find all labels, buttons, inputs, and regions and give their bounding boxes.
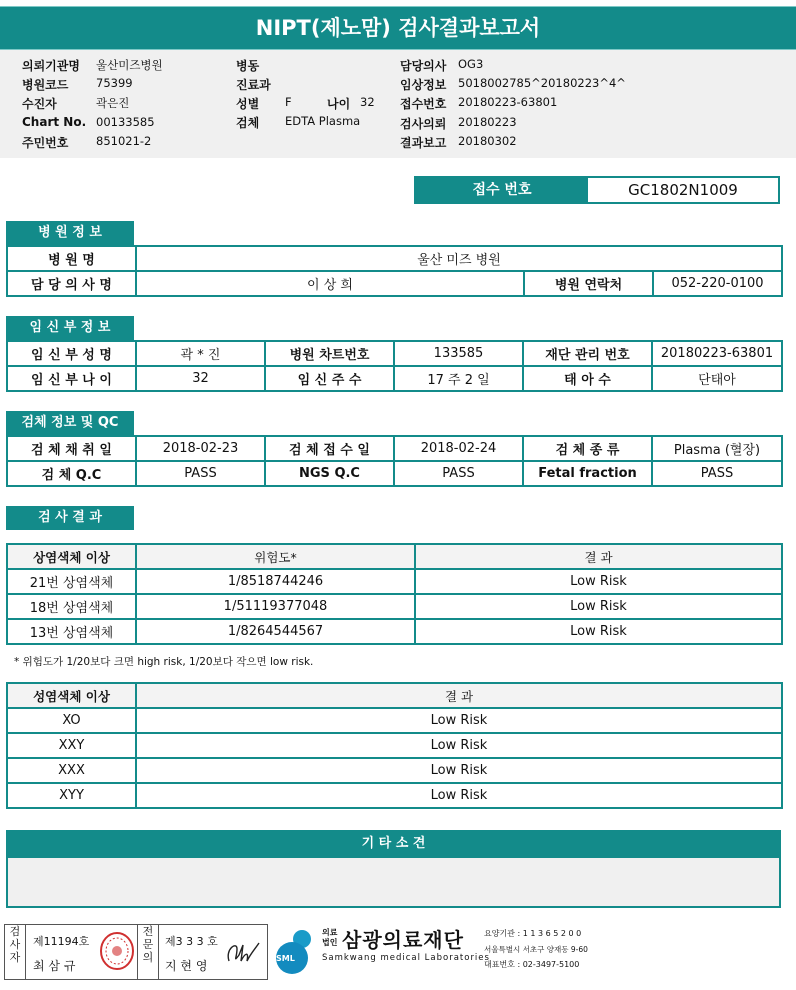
result-value: Low Risk: [136, 708, 782, 733]
signature-icon: [223, 935, 263, 969]
report-value: 20180302: [458, 134, 517, 148]
report-label: 결과보고: [400, 136, 447, 150]
result-value: Low Risk: [136, 758, 782, 783]
section-results: 검 사 결 과: [6, 506, 134, 530]
specimen-type-label: 검 체 종 류: [523, 436, 652, 461]
table-row: [7, 569, 782, 594]
specimen-type-value: Plasma (혈장): [652, 436, 782, 461]
risk-header: 위험도*: [136, 544, 415, 569]
risk-value: 1/8518744246: [136, 569, 415, 594]
doctor-name-label: 담 당 의 사 명: [7, 271, 136, 296]
org-prefix-line2: 법인: [322, 938, 338, 947]
hospital-chart-label: 병원 차트번호: [265, 341, 394, 366]
dept-label: 진료과: [236, 78, 271, 92]
autosome-results-table: [6, 543, 783, 645]
receipt-value: 20180223-63801: [458, 95, 558, 109]
specimen-qc-label: 검 체 Q.C: [7, 461, 136, 486]
table-row: [7, 708, 782, 733]
receipt-label: 접수번호: [400, 97, 447, 111]
result-value: Low Risk: [415, 619, 782, 644]
doctor-name-value: 이 상 희: [136, 271, 524, 296]
chromosome-name: 21번 상염색체: [7, 569, 136, 594]
institution-label: 의뢰기관명: [22, 59, 80, 73]
risk-value: 1/8264544567: [136, 619, 415, 644]
org-english: Samkwang medical Laboratories: [322, 953, 490, 963]
specialist-name: 지 현 영: [165, 959, 208, 973]
sex-result-header: 결 과: [136, 683, 782, 708]
result-header: 결 과: [415, 544, 782, 569]
risk-value: 1/51119377048: [136, 594, 415, 619]
gestation-weeks-label: 임 신 주 수: [265, 366, 394, 391]
table-row: [7, 733, 782, 758]
age-label: 나이: [327, 97, 351, 111]
pregnant-name-value: 곽 * 진: [136, 341, 265, 366]
org-phone: 대표번호 : 02-3497-5100: [484, 960, 580, 969]
specialist-label: 전문의: [137, 925, 159, 979]
hospital-code-label: 병원코드: [22, 78, 69, 92]
gestation-weeks-value: 17 주 2 일: [394, 366, 523, 391]
hospital-chart-value: 133585: [394, 341, 523, 366]
result-value: Low Risk: [136, 733, 782, 758]
request-value: 20180223: [458, 115, 517, 129]
ngs-qc-label: NGS Q.C: [265, 461, 394, 486]
specimen-qc-value: PASS: [136, 461, 265, 486]
hospital-name-label: 병 원 명: [7, 246, 136, 271]
specimen-label: 검체: [236, 116, 260, 130]
pregnant-age-value: 32: [136, 366, 265, 391]
ward-label: 병동: [236, 59, 260, 73]
collect-date-value: 2018-02-23: [136, 436, 265, 461]
autosome-header: 상염색체 이상: [7, 544, 136, 569]
section-hospital-info: 병 원 정 보: [6, 221, 134, 245]
patient-value: 곽은진: [96, 96, 130, 110]
collect-date-label: 검 체 채 취 일: [7, 436, 136, 461]
karyotype-name: XXY: [7, 733, 136, 758]
hospital-contact-value: 052-220-0100: [653, 271, 782, 296]
specialist-number: 제3 3 3 호: [165, 935, 218, 948]
table-row: [7, 783, 782, 808]
resident-value: 851021-2: [96, 134, 152, 148]
logo-badge-text: SML: [276, 954, 295, 963]
patient-label: 수진자: [22, 97, 57, 111]
receive-date-value: 2018-02-24: [394, 436, 523, 461]
result-value: Low Risk: [415, 594, 782, 619]
request-label: 검사의뢰: [400, 117, 447, 131]
ngs-qc-value: PASS: [394, 461, 523, 486]
pregnant-age-label: 임 신 부 나 이: [7, 366, 136, 391]
chromosome-name: 18번 상염색체: [7, 594, 136, 619]
specimen-info-table: [6, 435, 783, 487]
foundation-number-label: 재단 관리 번호: [523, 341, 652, 366]
reception-label: 접수 번호: [416, 178, 588, 202]
fetal-fraction-value: PASS: [652, 461, 782, 486]
section-specimen-info: 검체 정보 및 QC: [6, 411, 134, 435]
specimen-value: EDTA Plasma: [285, 114, 361, 128]
pregnant-info-table: [6, 340, 783, 392]
resident-label: 주민번호: [22, 136, 69, 150]
table-row: [7, 594, 782, 619]
fetus-count-value: 단태아: [652, 366, 782, 391]
result-value: Low Risk: [415, 569, 782, 594]
karyotype-name: XYY: [7, 783, 136, 808]
care-code: 요양기관 : 1 1 3 6 5 2 0 0: [484, 929, 582, 938]
inspector-number: 제11194호: [33, 935, 90, 948]
chromosome-name: 13번 상염색체: [7, 619, 136, 644]
clinical-value: 5018002785^20180223^4^: [458, 76, 626, 90]
table-row: [7, 619, 782, 644]
doctor-value: OG3: [458, 57, 484, 71]
report-title: NIPT(제노맘) 검사결과보고서: [0, 6, 796, 50]
other-findings-box: [6, 858, 781, 908]
sex-label: 성별: [236, 97, 260, 111]
sex-value: F: [285, 95, 292, 109]
risk-footnote: * 위험도가 1/20보다 크면 high risk, 1/20보다 작으면 low risk.: [14, 656, 314, 668]
sex-chromosome-header: 성염색체 이상: [7, 683, 136, 708]
hospital-info-table: [6, 245, 783, 297]
reception-value: GC1802N1009: [628, 181, 738, 199]
inspector-name: 최 삼 규: [33, 959, 76, 973]
karyotype-name: XO: [7, 708, 136, 733]
sml-logo-icon: [272, 926, 318, 976]
inspector-label: 검사자: [5, 925, 26, 979]
org-address: 서울특별시 서초구 양재동 9-60: [484, 945, 588, 954]
seal-stamp-icon: [99, 931, 135, 971]
fetus-count-label: 태 아 수: [523, 366, 652, 391]
reception-number-box: [414, 176, 780, 204]
org-prefix-line1: 의료: [322, 928, 338, 937]
section-pregnant-info: 임 신 부 정 보: [6, 316, 134, 340]
hospital-contact-label: 병원 연락처: [524, 271, 653, 296]
patient-info-panel: [0, 50, 796, 158]
institution-value: 울산미즈병원: [96, 58, 163, 72]
hospital-code-value: 75399: [96, 76, 133, 90]
pregnant-name-label: 임 신 부 성 명: [7, 341, 136, 366]
doctor-label: 담당의사: [400, 59, 447, 73]
sex-chromosome-results-table: [6, 682, 783, 809]
clinical-label: 임상정보: [400, 78, 447, 92]
org-name: 삼광의료재단: [342, 928, 464, 952]
table-row: [7, 758, 782, 783]
result-value: Low Risk: [136, 783, 782, 808]
age-value: 32: [360, 95, 375, 109]
org-prefix: [322, 928, 337, 948]
hospital-name-value: 울산 미즈 병원: [136, 246, 782, 271]
karyotype-name: XXX: [7, 758, 136, 783]
chart-label: Chart No.: [22, 115, 87, 129]
section-other-findings: 기 타 소 견: [6, 830, 781, 858]
signature-box: [4, 924, 268, 980]
foundation-number-value: 20180223-63801: [652, 341, 782, 366]
receive-date-label: 검 체 접 수 일: [265, 436, 394, 461]
fetal-fraction-label: Fetal fraction: [523, 461, 652, 486]
report-footer: [0, 918, 796, 990]
chart-value: 00133585: [96, 115, 155, 129]
